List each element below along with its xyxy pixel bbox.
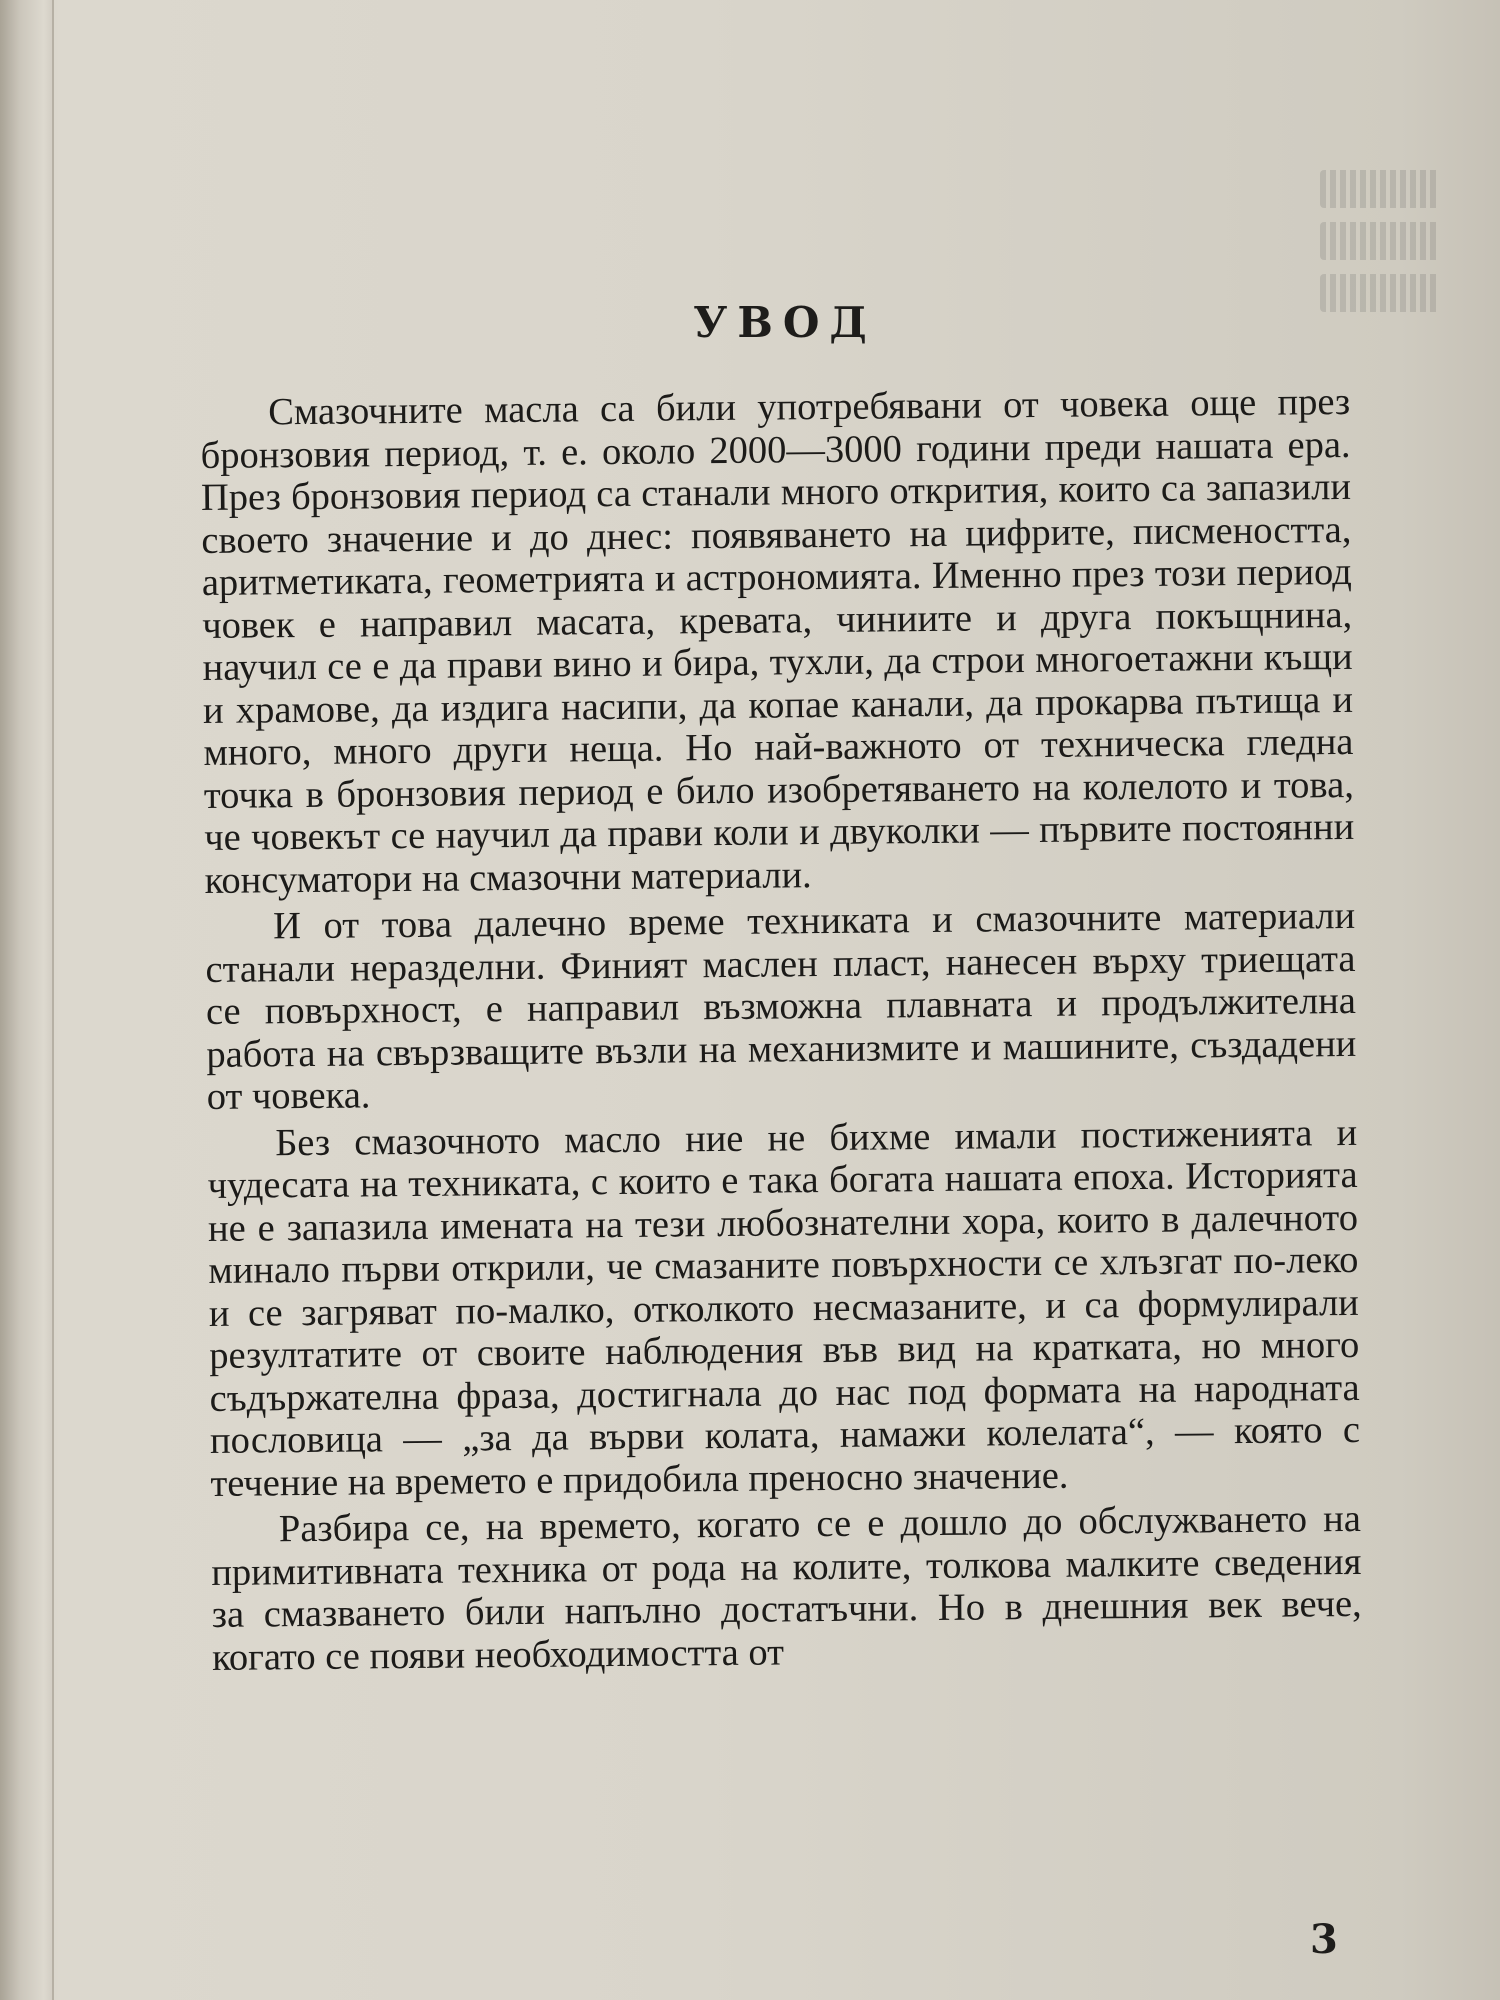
paragraph: Смазочните масла са били употребявани от човека още през бронзовия период, т. е. около 2000—3000 години преди нашата ера. През бронзовия период са станали много открития, които са запазили своето значение и до днес: появяването на цифрите, писмеността, аритметиката, геометрията и астрономията. Именно през този период човек е направил масата, кревата, чиниите и друга покъщнина, научил се е да прави вино и бира, тухли, да строи многоетажни къщи и храмове, да издига насипи, да копае канали, да прокарва пътища и много, много други неща. Но най-важното от техническа гледна точка в бронзовия период е било изобретяването на колелото и това, че човекът се научил да прави коли и двуколки — първите постоянни консуматори на смазочни материали. (200, 380, 1355, 902)
page-number: 3 (1310, 1916, 1338, 1963)
show-through-text (1320, 170, 1440, 390)
paragraph: Без смазочното масло ние не бихме имали постиженията и чудесата на техниката, с които е така богата нашата епоха. Историята не е запазила имената на тези любознателни хора, които в далечното минало първи открили, че смазаните повърхности се хлъзгат по-леко и се загряват по-малко, отколкото несмазаните, и са формулирали резултатите от своите наблюдения във вид на кратката, но много съдържателна фраза, достигнала до нас под формата на народната пословица — „за да върви колата, намажи колелата“, — която с течение на времето е придобила преносно значение. (207, 1111, 1361, 1505)
page-body-text (200, 381, 1362, 1683)
paragraph: И от това далечно време техниката и смазочните материали станали неразделни. Финият маслен пласт, нанесен върху триещата се повърхност, е направил възможна плавната и продължителна работа на свързващите възли на механизмите и машините, създадени от човека. (205, 894, 1357, 1118)
paragraph: Разбира се, на времето, когато се е дошло до обслужването на примитивната техника от рода на колите, толкова малките сведения за смазването били напълно достатъчни. Но в днешния век вече, когато се появи необходимостта от (211, 1497, 1362, 1679)
chapter-title: УВОД (693, 298, 877, 347)
